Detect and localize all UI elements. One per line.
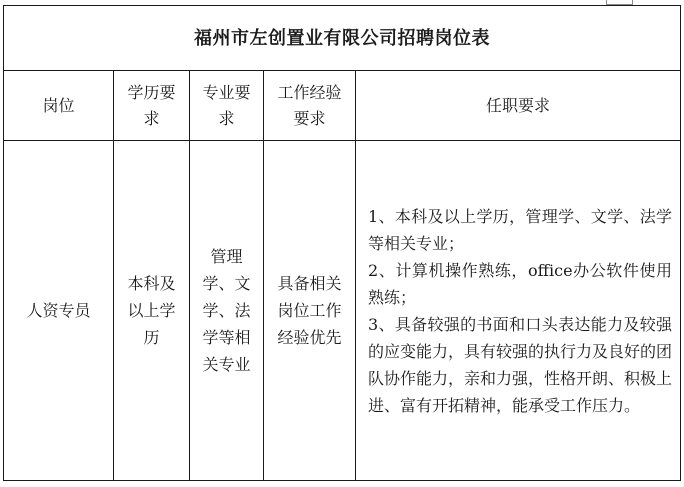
requirements-list — [356, 203, 680, 419]
major-value: 管理学、文学、法学等相关专业 — [202, 247, 251, 374]
cell-requirements — [356, 141, 681, 481]
requirement-item-3: 3、具备较强的书面和口头表达能力及较强的应变能力，具有较强的执行力及良好的团队协作能力，亲和力强，性格开朗、积极上进、富有开拓精神，能承受工作压力。 — [368, 314, 673, 415]
header-experience-label: 工作经验要求 — [277, 82, 342, 128]
header-position-label: 岗位 — [42, 95, 75, 115]
cell-education — [114, 141, 190, 481]
header-education-label: 学历要求 — [127, 82, 176, 128]
header-education — [114, 71, 190, 141]
education-value: 本科及以上学历 — [127, 274, 176, 347]
cell-experience — [264, 141, 356, 481]
header-position — [4, 71, 114, 141]
cell-major — [190, 141, 264, 481]
cell-position — [4, 141, 114, 481]
recruitment-table — [3, 5, 681, 481]
requirement-item-1: 1、本科及以上学历，管理学、文学、法学等相关专业； — [368, 206, 673, 253]
header-experience — [264, 71, 356, 141]
header-requirements — [356, 71, 681, 141]
experience-value: 具备相关岗位工作经验优先 — [277, 274, 342, 347]
header-major-label: 专业要求 — [202, 82, 251, 128]
header-major — [190, 71, 264, 141]
header-requirements-label: 任职要求 — [486, 95, 551, 115]
position-value: 人资专员 — [26, 301, 91, 320]
requirement-item-2: 2、计算机操作熟练，office办公软件使用熟练； — [368, 260, 673, 307]
header-row — [4, 71, 681, 141]
title-row — [4, 6, 681, 71]
table-title: 福州市左创置业有限公司招聘岗位表 — [4, 6, 681, 71]
table-row — [4, 141, 681, 481]
